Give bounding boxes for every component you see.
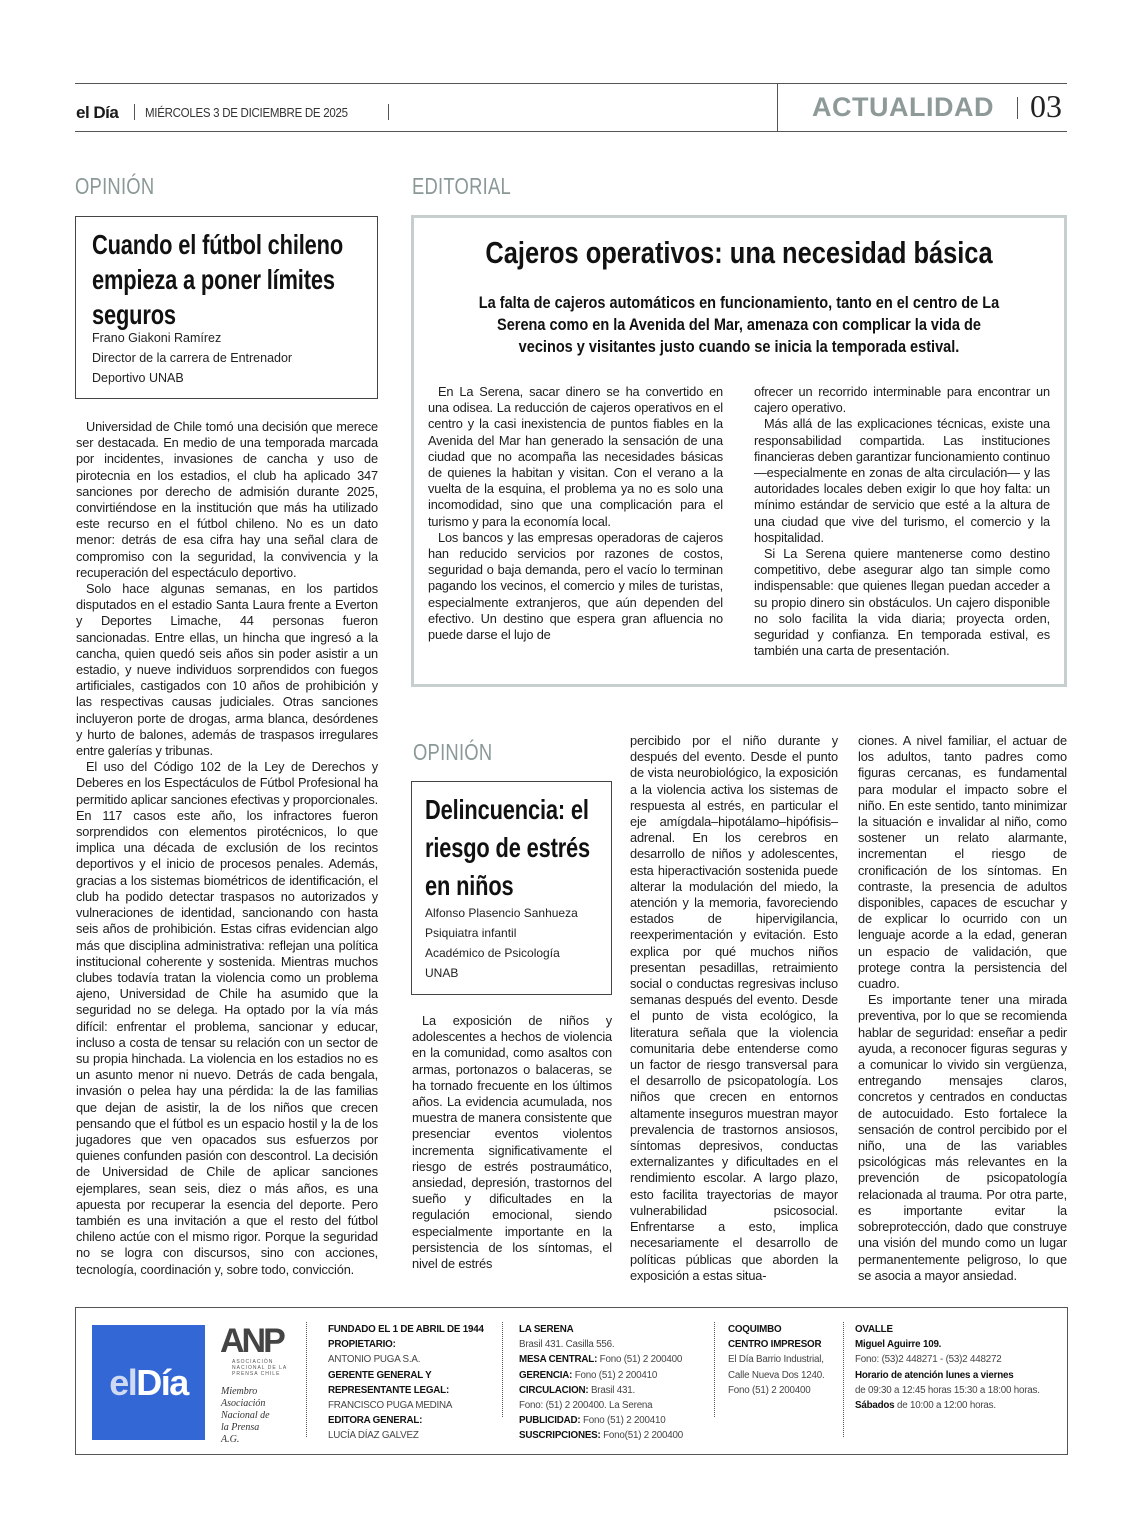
coquimbo-contact [728,1322,825,1398]
header-separator [1017,97,1018,119]
section-title: ACTUALIDAD [812,92,994,122]
office-title: LA SERENA [519,1324,574,1335]
contact-value: Fono (51) 2 200410 [580,1415,666,1427]
credit-label: PROPIETARIO: [328,1339,396,1351]
contact-label: CIRCULACION: [519,1384,589,1396]
credit-value: FRANCISCO PUGA MEDINA [328,1400,453,1412]
opinion2-column-2 [630,733,838,1284]
anp-logo [220,1322,292,1377]
author-role: Psiquiatra infantil [425,926,517,940]
office-title: COQUIMBO [728,1324,782,1335]
article-paragraph: Si La Serena quiere mantenerse como destino competitivo, debe asegurar algo tan simple como indispensable: que quienes llegan puedan acceder a su propio dinero sin obstáculos. Un cajero disponible no solo facilita la vida diaria; proyecta orden, seguridad y confianza. En temporada estival, es también una carta de presentación. [754,546,1050,659]
saturday-hours: de 10:00 a 12:00 horas. [894,1400,996,1412]
credit-value: ANTONIO PUGA S.A. [328,1354,421,1366]
contact-phone: Fono: (53)2 448271 - (53)2 448272 [855,1354,1002,1366]
contact-line [519,1352,683,1367]
contact-value: Fono: (51) 2 200400. La Serena [519,1400,653,1412]
logo-text-dia: Día [136,1361,188,1403]
article-paragraph: El uso del Código 102 de la Ley de Derechos y Deberes en los Espectáculos de Fútbol Profesional ha permitido aplicar sanciones efectivas y proporcionales. En 117 casos este año, los infractores fueron sorprendidos con elementos pirotécnicos, lo que implica una década de exclusión de los recintos deportivos y el inicio de procesos penales. Además, gracias a los sistemas biométricos de identificación, el club ha podido detectar traspasos no autorizados y vulneraciones de identidad, sancionando con hasta seis años de prohibición. Estas cifras evidencian algo más que disciplina administrativa: reflejan una política institucional coherente y sostenida. Mientras muchos clubes todavía tratan la violencia como un problema ajeno, Universidad de Chile ha asumido que la seguridad no se delega. Ha optado por la vía más difícil: enfrentar el problema, sancionar y educar, incluso a costa de tensar su relación con un sector de su propia hinchada. La violencia en los estadios no es un asunto menor ni nuevo. Detrás de cada bengala, invasión o pelea hay una pérdida: la de las familias que dejan de asistir, la de los niños que crecen pensando que el fútbol es un espacio hostil y la de los jugadores que ven opacados sus esfuerzos por quienes confunden pasión con descontrol. La decisión de Universidad de Chile de aplicar sanciones ejemplares, sean seis, diez o más años, es una apuesta por recuperar la esencia del deporte. Pero también es una invitación a que el resto del fútbol chileno actúe con el mismo rigor. Porque la seguridad no se logra con discursos, sino con acciones, tecnología, coordinación y, sobre todo, convicción. [76,759,378,1277]
member-line: Asociación [221,1398,266,1409]
opinion-article-body [76,419,378,1278]
author-affiliation: Deportivo UNAB [92,371,184,385]
editorial-column-1 [428,384,723,643]
founded-line: FUNDADO EL 1 DE ABRIL DE 1944 [328,1324,484,1335]
article-paragraph: Los bancos y las empresas operadoras de cajeros han reducido servicios por razones de costos, seguridad o baja demanda, pero el vacío lo terminan pagando los vecinos, el comercio y miles de turistas, especialmente extranjeros, que aún dependen del efectivo. Un destino que espera gran afluencia no puede darse el lujo de [428,529,723,643]
author-byline [92,328,292,388]
contact-line [519,1413,683,1428]
member-line: Miembro [221,1386,258,1397]
author-role: Director de la carrera de Entrenador [92,351,293,365]
author-name: Alfonso Plasencio Sanhueza [425,906,578,920]
header-top-rule [75,83,1067,84]
la-serena-contact [519,1322,683,1444]
credit-label: EDITORA GENERAL: [328,1415,423,1427]
member-line: la Prensa [221,1422,260,1433]
credit-label: REPRESENTANTE LEGAL: [328,1384,450,1396]
article-paragraph: ofrecer un recorrido interminable para encontrar un cajero operativo. [754,384,1050,416]
opinion-kicker: OPINIÓN [75,173,155,199]
contact-line: Calle Nueva Dos 1240. [728,1369,825,1381]
contact-line [519,1428,683,1443]
opinion2-column-3 [858,733,1067,1284]
brand-name: el Día [76,103,119,122]
editorial-kicker: EDITORIAL [412,173,511,199]
author-affiliation: UNAB [425,966,459,980]
el-dia-logo [92,1325,205,1440]
article-paragraph: Es importante tener una mirada preventiva, por lo que se recomienda hablar de seguridad: enseñar a pedir ayuda, a reconocer figuras seguras y a comunicar lo vivido sin vergüenza, entregando mensajes claros, concretos y centrados en conductas de autocuidado. Esto fortalece la sensación de control percibido por el niño, una de las variables psicológicas más relevantes en la prevención de psicopatología relacionada al trauma. Por otra parte, es importante evitar la sobreprotección, dado que construye una visión del mundo como un lugar permanentemente peligroso, lo que se asocia a mayor ansiedad. [858,992,1067,1283]
anp-mark: ANP [220,1322,283,1360]
article-paragraph: Más allá de las explicaciones técnicas, existe una responsabilidad compartida. Las instituciones financieras deben garantizar funcionamiento continuo —especialmente en zonas de alta circulación— y las autoridades locales deben exigir lo que hoy falta: un mínimo estándar de servicio que esté a la altura de una ciudad que vive del turismo, el comercio y la hospitalidad. [754,416,1050,545]
editorial-headline: Cajeros operativos: una necesidad básica [485,235,993,270]
credit-value: LUCÍA DÍAZ GALVEZ [328,1430,419,1442]
article-paragraph: percibido por el niño durante y después del evento. Desde el punto de vista neurobiológico, la exposición a la violencia activa los sistemas de respuesta al estrés, en particular el eje amígdala–hipotálamo–hipófisis–adrenal. En los cerebros en desarrollo de niños y adolescentes, esta hiperactivación sostenida puede alterar la modulación del miedo, la atención y la memoria, favoreciendo estados de hipervigilancia, reexperimentación y evitación. Esto explica por qué muchos niños presentan pesadillas, retraimiento social o conductas regresivas incluso semanas después del evento. Desde el punto de vista ecológico, la literatura señala que la violencia comunitaria debe entenderse como un factor de riesgo transversal para el desarrollo de psicopatología. Los niños que crecen en entornos altamente inseguros muestran mayor prevalencia de trastornos ansiosos, síntomas depresivos, conductas externalizantes y dificultades en el rendimiento escolar. A largo plazo, esto facilita trayectorias de mayor vulnerabilidad psicosocial. Enfrentarse a esto, implica necesariamente el desarrollo de políticas públicas que aborden la exposición a estas situa- [630,733,838,1283]
anp-member-note [221,1386,270,1446]
contact-label: MESA CENTRAL: [519,1354,598,1366]
office-title: OVALLE [855,1324,893,1335]
editorial-column-2 [754,384,1050,659]
footer-divider [502,1322,503,1417]
contact-line [519,1398,683,1413]
contact-value: Fono (51) 2 200400 [597,1354,683,1366]
article-paragraph: ciones. A nivel familiar, el actuar de los adultos, tanto padres como figuras cercanas, es fundamental para modular el impacto sobre el niño. En este sentido, tanto minimizar la situación e invalidar al niño, como sostener un relato alarmante, incrementan el riesgo de cronificación de los síntomas. En contraste, la presencia de adultos disponibles, capaces de escuchar y de explicar lo ocurrido con un lenguaje acorde a la edad, generan un espacio de validación, que protege contra la persistencia del cuadro. [858,733,1067,992]
article-paragraph: En La Serena, sacar dinero se ha convertido en una odisea. La reducción de cajeros operativos en el centro y la casi inexistencia de puntos fiables en la Avenida del Mar han generado la sensación de una ciudad que no acompaña las necesidades básicas de quienes la habitan y visitan. Con el verano a la vuelta de la esquina, el problema ya no es solo una incomodidad, sino que una complicación para el turismo y para la economía local. [428,384,723,529]
article-paragraph: La exposición de niños y adolescentes a hechos de violencia en la comunidad, como asaltos con armas, portonazos o balaceras, se ha tornado frecuente en los últimos años. La evidencia acumulada, nos muestra de manera consistente que presenciar eventos violentos incrementa significativamente el riesgo de estrés postraumático, ansiedad, depresión, trastornos del sueño y dificultades en la regulación emocional, siendo especialmente importante en la persistencia de los síntomas, el nivel de estrés [412,1013,612,1272]
footer-divider [306,1322,307,1437]
member-line: Nacional de [221,1410,270,1421]
author-role: Académico de Psicología [425,946,560,960]
header-divider [777,84,778,131]
office-subtitle: CENTRO IMPRESOR [728,1339,822,1351]
ovalle-contact [855,1322,1040,1413]
article-paragraph: Universidad de Chile tomó una decisión que merece ser destacada. En medio de una temporada marcada por incidentes, invasiones de cancha y uso de pirotecnia en los estadios, el club ha aplicado 347 sanciones por derecho de admisión durante 2025, convirtiéndose en la institución que más ha utilizado este recurso en el fútbol chileno. No es un dato menor: detrás de esa cifra hay una señal clara de compromiso con la seguridad, la convivencia y la recuperación del espectáculo deportivo. [76,419,378,580]
contact-value: Brasil 431. [588,1384,636,1396]
logo-text-el: el [109,1361,137,1403]
article-paragraph: Solo hace algunas semanas, en los partidos disputados en el estadio Santa Laura frente a Everton y Deportes Limache, 44 personas fueron sancionadas. Entre ellas, un hincha que ingresó a la cancha, quien quedó seis años sin poder asistir a un estadio, y nueve individuos sorprendidos con fuegos artificiales, castigados con 10 años de prohibición y las respectivas causas judiciales. Otras sanciones incluyeron porte de drogas, arma blanca, desórdenes y hurto de balones, además de traspasos irregulares entre galerías y tribunas. [76,581,378,759]
opinion-headline: Cuando el fútbol chileno empieza a poner límites seguros [92,229,344,330]
hours-title: Horario de atención lunes a viernes [855,1369,1014,1381]
anp-caption: ASOCIACIÓN NACIONAL DE LA PRENSA CHILE [232,1359,287,1377]
contact-value: Fono(51) 2 200400 [600,1430,684,1442]
opinion-title-box [75,216,378,399]
editorial-subtitle: La falta de cajeros automáticos en funcionamiento, tanto en el centro de La Serena como en la Avenida del Mar, amenaza con complicar la vida de vecinos y visitantes justo cuando se inicia la temporada estival. [478,294,1000,356]
opinion2-column-1 [412,1013,612,1272]
saturday-label: Sábados [855,1400,895,1412]
contact-line [519,1383,683,1398]
contact-value: Fono (51) 2 200410 [572,1369,658,1381]
contact-label: GERENCIA: [519,1369,573,1381]
author-name: Frano Giakoni Ramírez [92,331,222,345]
author-byline [425,903,578,983]
contact-line: Fono (51) 2 200400 [728,1384,811,1396]
header-separator [134,104,135,120]
member-line: A.G. [221,1434,240,1445]
opinion-title-box [411,781,612,995]
footer-divider [714,1322,715,1417]
credit-label: GERENTE GENERAL Y [328,1369,432,1381]
contact-label: SUSCRIPCIONES: [519,1430,601,1442]
issue-date: MIÉRCOLES 3 DE DICIEMBRE DE 2025 [145,106,348,120]
contact-line: El Día Barrio Industrial, [728,1354,824,1366]
opinion-headline: Delincuencia: el riesgo de estrés en niños [425,794,591,901]
office-address: Brasil 431. Casilla 556. [519,1339,615,1351]
masthead-credits [328,1322,484,1444]
hours-weekday: de 09:30 a 12:45 horas 15:30 a 18:00 horas. [855,1384,1040,1396]
office-address: Miguel Aguirre 109. [855,1339,942,1351]
header-separator [388,104,389,120]
opinion-kicker: OPINIÓN [413,739,493,765]
contact-label: PUBLICIDAD: [519,1415,581,1427]
hours-saturday [855,1398,1040,1413]
contact-line [519,1368,683,1383]
page-number: 03 [1030,88,1062,124]
header-bottom-rule [75,131,1067,132]
footer-divider [843,1322,844,1437]
